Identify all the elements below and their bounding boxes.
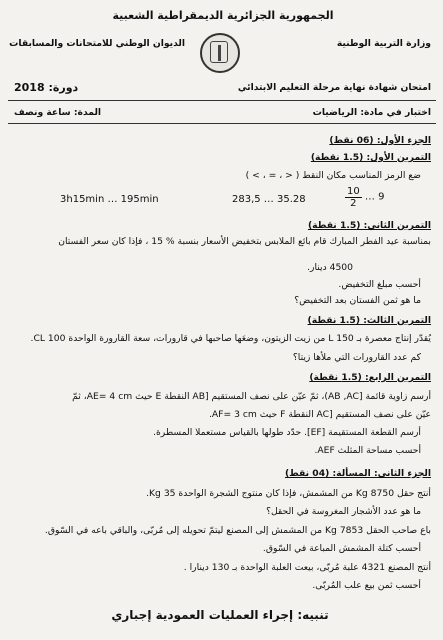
ex4-line1: أرسم زاوية قائمة [AB ,AC)، ثمّ عيّن على نصف المستقيم [AB النقطة E حيث AE= 4 cm، ثمّ [72, 391, 431, 402]
ex4-q2: أحسب مساحة المثلث AEF. [314, 445, 421, 456]
part2-line3: أنتج المصنع 4321 علبة مُربّى، بيعت العلبة الواحدة بـ 130 دينارا . [183, 562, 431, 573]
ex3-q1: كم عدد القارورات التي ملأها زيتا؟ [292, 352, 421, 363]
session-label: دورة: [48, 81, 79, 94]
ex1-comparison-3: … 9 [364, 191, 385, 203]
ex4-line2: عيّن على نصف المستقيم [AC النقطة F حيث AF= 3 cm. [208, 409, 431, 420]
ex1-comparison-1: 3h15min … 195min [60, 194, 159, 205]
ex3-line1: يُقدّر إنتاج معصرة بـ 150 L من زيت الزيتون، وضعَها صاحبها في قارورات، سعة القارورة الواحدة 100 CL. [30, 333, 431, 344]
subject-line: اختبار في مادة: الرياضيات [312, 107, 431, 118]
session-year: 2018 [14, 81, 45, 94]
ex2-line2: 4500 دينار. [307, 262, 353, 273]
part1-title: الجزء الأول: (06 نقط) [329, 135, 431, 146]
part2-q3: أحسب ثمن بيع علب المُربّى. [312, 580, 421, 591]
ex1-fraction [345, 186, 362, 209]
ex2-line1: بمناسبة عيد الفطر المبارك قام بائع الملابس بتخفيض الأسعار بنسبة % 15 ، فإذا كان سعر الفستان [58, 236, 431, 247]
footer-note: تنبيه: إجراء العمليات العمودية إجباري [111, 608, 329, 622]
part2-q2: أحسب كتلة المشمش المباعة في السّوق. [262, 543, 421, 554]
fraction-numerator: 10 [347, 186, 360, 197]
ex1-title: التمرين الأول: (1.5 نقطة) [310, 152, 431, 163]
part2-title: الجزء الثاني: المسألة: (04 نقط) [284, 468, 431, 479]
exam-title: امتحان شهادة نهاية مرحلة التعليم الابتدائي [237, 82, 431, 93]
ex2-q1: أحسب مبلغ التخفيض. [338, 279, 421, 290]
ministry-name: وزارة التربية الوطنية [336, 38, 431, 49]
session [14, 82, 78, 94]
part2-line2: باع صاحب الحقل 7853 Kg من المشمش إلى المصنع ليتمّ تحويله إلى مُربّى، والباقي باعه في السّوق. [44, 525, 431, 536]
ex2-title: التمرين الثاني: (1.5 نقطة) [307, 220, 431, 231]
part2-q1: ما هو عدد الأشجار المغروسة في الحقل؟ [266, 506, 421, 517]
ex4-title: التمرين الرابع: (1.5 نقطة) [309, 372, 431, 383]
ex1-comparison-2: 283,5 … 35.28 [232, 194, 306, 205]
header-divider-2 [8, 123, 436, 124]
ex4-q1: أرسم القطعة المستقيمة [EF]. حدّد طولها بالقياس مستعملا المسطرة. [153, 427, 421, 438]
ex1-instruction: ضع الرمز المناسب مكان النقط ( < ، = ، > ) [245, 170, 421, 181]
part2-line1: أنتج حقل 8750 Kg من المشمش، فإذا كان منتوج الشجرة الواحدة 35 Kg. [146, 488, 431, 499]
ex1-fraction-compare [345, 186, 384, 209]
duration-line: المدة: ساعة ونصف [14, 107, 102, 118]
fraction-denominator: 2 [350, 198, 357, 209]
republic-title: الجمهورية الجزائرية الديمقراطية الشعبية [112, 9, 334, 22]
header-divider-1 [8, 100, 436, 101]
ex2-q2: ما هو ثمن الفستان بعد التخفيض؟ [294, 295, 421, 306]
ex3-title: التمرين الثالث: (1.5 نقطة) [307, 315, 431, 326]
emblem-logo [200, 33, 240, 73]
office-name: الديوان الوطني للامتحانات والمسابقات [9, 38, 185, 49]
